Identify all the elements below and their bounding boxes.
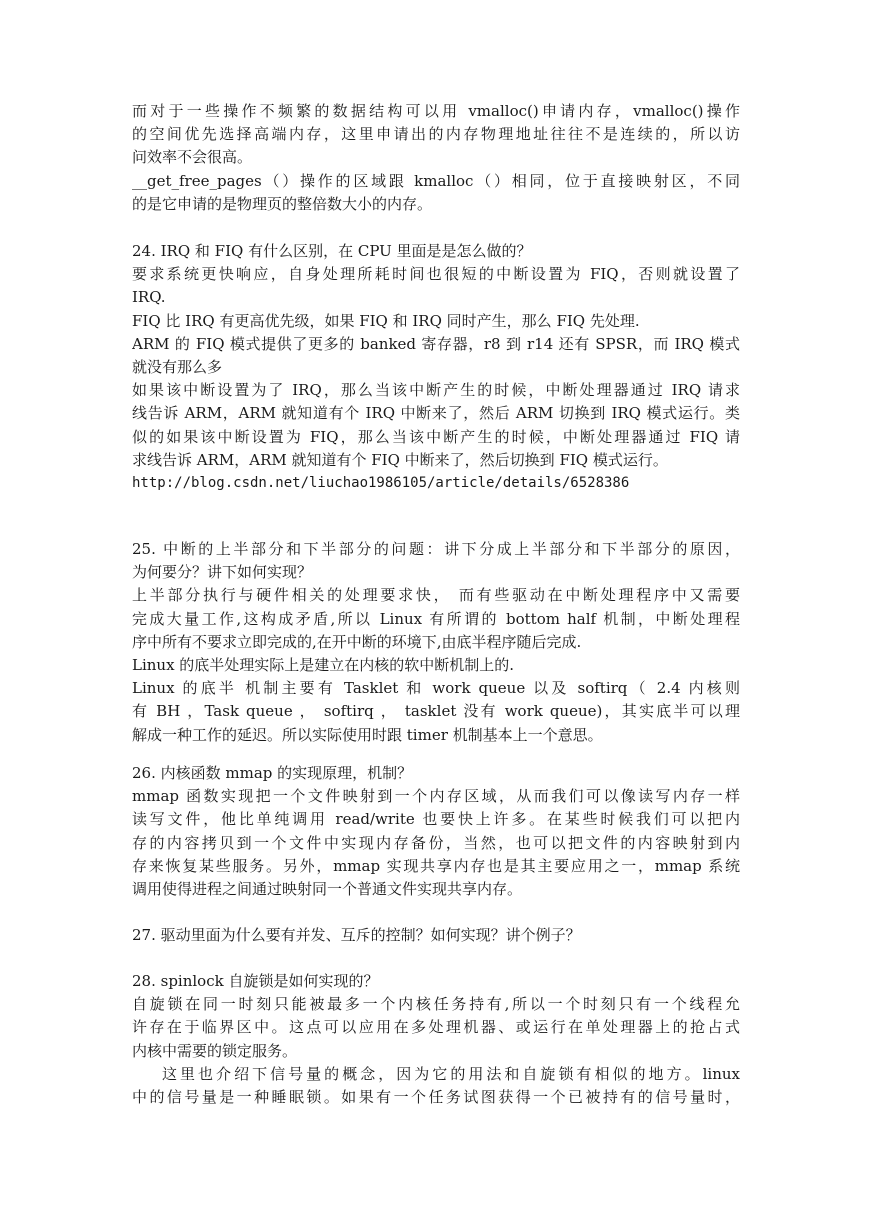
text-line: 解成一种工作的延迟。所以实际使用时跟 timer 机制基本上一个意思。 [132,725,603,744]
text-line: 序中所有不要求立即完成的,在开中断的环境下,由底半程序随后完成. [132,632,582,651]
text-line: 如果该中断设置为了 IRQ，那么当该中断产生的时候，中断处理器通过 IRQ 请求 [132,381,740,400]
text-line: IRQ. [132,288,166,307]
text-line: 的空间优先选择高端内存，这里申请出的内存物理地址往往不是连续的，所以访 [132,125,740,144]
section-q25 [132,538,740,747]
text-line: 中的信号量是一种睡眠锁。如果有一个任务试图获得一个已被持有的信号量时， [132,1087,740,1106]
text-line: __get_free_pages（）操作的区域跟 kmalloc（）相同，位于直接映射区，不同 [132,171,740,190]
text-line: 完成大量工作,这构成矛盾,所以 Linux 有所谓的 bottom half 机制，中断处理程 [132,609,740,628]
text-line: 存的内容拷贝到一个文件中实现内存备份，当然，也可以把文件的内容映射到内 [132,833,740,852]
text-line: Linux 的底半 机制主要有 Tasklet 和 work queue 以及 softirq（ 2.4 内核则 [132,679,740,698]
text-line: 调用使得进程之间通过映射同一个普通文件实现共享内存。 [132,879,523,898]
question-heading: 28. spinlock 自旋锁是如何实现的？ [132,972,379,990]
text-line: FIQ 比 IRQ 有更高优先级，如果 FIQ 和 IRQ 同时产生，那么 FIQ 先处理. [132,311,640,330]
text-line: 问效率不会很高。 [132,148,253,167]
text-line: 上半部分执行与硬件相关的处理要求快， 而有些驱动在中断处理程序中又需要 [132,586,740,605]
text-line: 内核中需要的锁定服务。 [132,1041,298,1060]
text-line: 自旋锁在同一时刻只能被最多一个内核任务持有,所以一个时刻只有一个线程允 [132,995,740,1014]
question-heading-cont: 为何要分？讲下如何实现？ [132,563,313,582]
text-line: 这里也介绍下信号量的概念，因为它的用法和自旋锁有相似的地方。linux [162,1064,740,1083]
text-line: 线告诉 ARM，ARM 就知道有个 IRQ 中断来了，然后 ARM 切换到 IRQ 模式运行。类 [132,404,740,423]
question-heading: 27. 驱动里面为什么要有并发、互斥的控制？如何实现？讲个例子？ [132,926,581,944]
text-line: ARM 的 FIQ 模式提供了更多的 banked 寄存器，r8 到 r14 还有 SPSR，而 IRQ 模式 [132,334,740,353]
text-line: 的是它申请的是物理页的整倍数大小的内存。 [132,194,433,213]
question-heading: 24. IRQ 和 FIQ 有什么区别，在 CPU 里面是是怎么做的？ [132,242,532,260]
section-q24 [132,240,740,495]
article-link[interactable]: http://blog.csdn.net/liuchao1986105/article/details/6528386 [132,474,630,491]
text-line: 存来恢复某些服务。另外，mmap 实现共享内存也是其主要应用之一，mmap 系统 [132,856,740,875]
question-heading: 25. 中断的上半部分和下半部分的问题：讲下分成上半部分和下半部分的原因， [132,540,740,558]
text-line: mmap 函数实现把一个文件映射到一个内存区域，从而我们可以像读写内存一样 [132,787,740,806]
text-line: Linux 的底半处理实际上是建立在内核的软中断机制上的. [132,655,515,674]
section-q26 [132,762,740,901]
text-line: 许存在于临界区中。这点可以应用在多处理机器、或运行在单处理器上的抢占式 [132,1018,740,1037]
paragraph-vmalloc [132,100,740,216]
question-heading: 26. 内核函数 mmap 的实现原理，机制？ [132,764,413,782]
text-line: 而对于一些操作不频繁的数据结构可以用 vmalloc()申请内存，vmalloc()操作 [132,102,740,120]
text-line: 有 BH ，Task queue ， softirq ， tasklet 没有 work queue)，其实底半可以理 [132,702,740,721]
section-q28 [132,970,740,1109]
text-line: 要求系统更快响应，自身处理所耗时间也很短的中断设置为 FIQ，否则就设置了 [132,265,740,284]
section-q27 [132,924,740,947]
text-line: 读写文件，他比单纯调用 read/write 也要快上许多。在某些时候我们可以把内 [132,810,740,829]
text-line: 似的如果该中断设置为 FIQ，那么当该中断产生的时候，中断处理器通过 FIQ 请 [132,427,740,446]
text-line: 就没有那么多 [132,357,223,376]
text-line: 求线告诉 ARM，ARM 就知道有个 FIQ 中断来了，然后切换到 FIQ 模式运行。 [132,450,668,469]
